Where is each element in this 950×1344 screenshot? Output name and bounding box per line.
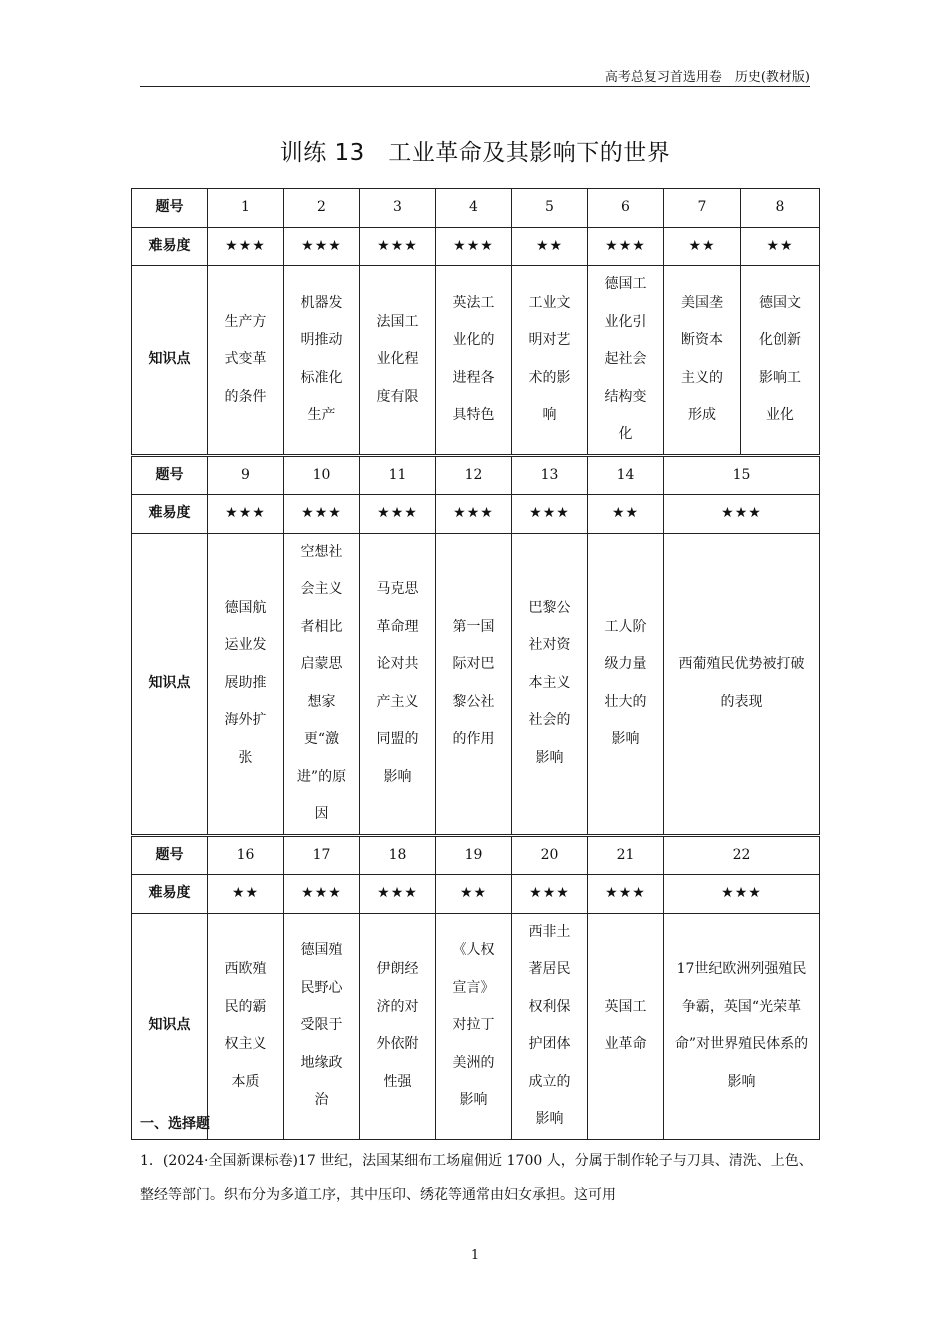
table-row (132, 266, 820, 456)
table-row (132, 227, 820, 266)
knowledge-point: 第一国际对巴黎公社的作用 (452, 618, 495, 747)
knowledge-point: 德国工业化引起社会结构变化 (604, 276, 647, 442)
question-number: 20 (512, 835, 588, 875)
knowledge-point: 德国殖民野心受限于地缘政治 (300, 942, 343, 1109)
running-header: 高考总复习首选用卷 历史(教材版) (604, 70, 810, 85)
difficulty-stars: ★★★ (208, 495, 284, 534)
difficulty-stars: ★★★ (512, 495, 588, 534)
question-number: 12 (436, 455, 512, 495)
knowledge-point: 机器发明推动标准化生产 (300, 294, 343, 424)
difficulty-stars: ★★ (436, 875, 512, 914)
difficulty-stars: ★★★ (664, 495, 820, 534)
question-number: 4 (436, 189, 512, 228)
difficulty-stars: ★★★ (284, 875, 360, 914)
difficulty-stars: ★★★ (284, 227, 360, 266)
difficulty-stars: ★★★ (360, 495, 436, 534)
difficulty-stars: ★★ (208, 875, 284, 914)
knowledge-table (131, 188, 820, 1140)
difficulty-stars: ★★★ (436, 495, 512, 534)
knowledge-point: 西葡殖民优势被打破的表现 (678, 656, 805, 710)
row-label: 题号 (132, 189, 208, 228)
table-row (132, 455, 820, 495)
knowledge-point: 英法工业化的进程各具特色 (452, 294, 495, 424)
difficulty-stars: ★★ (588, 495, 664, 534)
knowledge-point: 17世纪欧洲列强殖民争霸，英国“光荣革命”对世界殖民体系的影响 (674, 961, 809, 1090)
knowledge-point: 法国工业化程度有限 (376, 313, 419, 405)
question-number: 16 (208, 835, 284, 875)
question-number: 17 (284, 835, 360, 875)
question-text: 1．(2024·全国新课标卷)17 世纪，法国某细布工场雇佣近 1700 人，分属于制作轮子与刀具、清洗、上色、整经等部门。织布分为多道工序，其中压印、绣花等通常由妇女承担。这可用 (140, 1153, 813, 1203)
knowledge-point: 美国垄断资本主义的形成 (681, 294, 723, 424)
row-label: 知识点 (132, 913, 208, 1139)
knowledge-point: 英国工业革命 (604, 998, 647, 1052)
knowledge-point: 伊朗经济的对外依附性强 (376, 961, 419, 1090)
difficulty-stars: ★★★ (664, 875, 820, 914)
difficulty-stars: ★★★ (436, 227, 512, 266)
page-number: 1 (470, 1248, 480, 1263)
difficulty-stars: ★★ (512, 227, 588, 266)
question-number: 2 (284, 189, 360, 228)
table-row (132, 875, 820, 914)
question-number: 1 (208, 189, 284, 228)
knowledge-point: 西欧殖民的霸权主义本质 (224, 961, 267, 1090)
difficulty-stars: ★★ (664, 227, 741, 266)
row-label: 难易度 (132, 495, 208, 534)
question-number: 7 (664, 189, 741, 228)
table-row (132, 533, 820, 835)
knowledge-point: 马克思革命理论对共产主义同盟的影响 (376, 581, 419, 785)
row-label: 题号 (132, 835, 208, 875)
difficulty-stars: ★★★ (360, 227, 436, 266)
table-row (132, 189, 820, 228)
table-row (132, 495, 820, 534)
table-row (132, 913, 820, 1139)
question-number: 13 (512, 455, 588, 495)
section-heading: 一、选择题 (140, 1116, 210, 1132)
question-number: 8 (741, 189, 820, 228)
knowledge-point: 巴黎公社对资本主义社会的影响 (528, 599, 571, 766)
question-number: 6 (588, 189, 664, 228)
difficulty-stars: ★★★ (588, 227, 664, 266)
difficulty-stars: ★★ (741, 227, 820, 266)
header-rule (140, 86, 810, 87)
difficulty-stars: ★★★ (360, 875, 436, 914)
question-number: 22 (664, 835, 820, 875)
knowledge-point: 德国航运业发展助推海外扩张 (224, 599, 267, 766)
question-number: 15 (664, 455, 820, 495)
question-number: 9 (208, 455, 284, 495)
table-row (132, 835, 820, 875)
question-number: 21 (588, 835, 664, 875)
row-label: 知识点 (132, 533, 208, 835)
question-number: 19 (436, 835, 512, 875)
knowledge-point: 工人阶级力量壮大的影响 (604, 618, 647, 747)
knowledge-point: 《人权宣言》对拉丁美洲的影响 (452, 942, 495, 1109)
knowledge-point: 生产方式变革的条件 (224, 313, 267, 405)
knowledge-point: 空想社会主义者相比启蒙思想家更“激进”的原因 (296, 543, 347, 822)
row-label: 难易度 (132, 875, 208, 914)
difficulty-stars: ★★★ (512, 875, 588, 914)
question-number: 10 (284, 455, 360, 495)
knowledge-point: 西非土著居民权利保护团体成立的影响 (528, 923, 571, 1127)
question-number: 18 (360, 835, 436, 875)
knowledge-point: 德国文化创新影响工业化 (759, 294, 801, 424)
question-number: 14 (588, 455, 664, 495)
difficulty-stars: ★★★ (588, 875, 664, 914)
knowledge-point: 工业文明对艺术的影响 (528, 294, 571, 424)
question-number: 11 (360, 455, 436, 495)
row-label: 难易度 (132, 227, 208, 266)
difficulty-stars: ★★★ (284, 495, 360, 534)
page-title: 训练 13 工业革命及其影响下的世界 (279, 140, 671, 166)
row-label: 知识点 (132, 266, 208, 456)
question-number: 5 (512, 189, 588, 228)
difficulty-stars: ★★★ (208, 227, 284, 266)
row-label: 题号 (132, 455, 208, 495)
question-number: 3 (360, 189, 436, 228)
